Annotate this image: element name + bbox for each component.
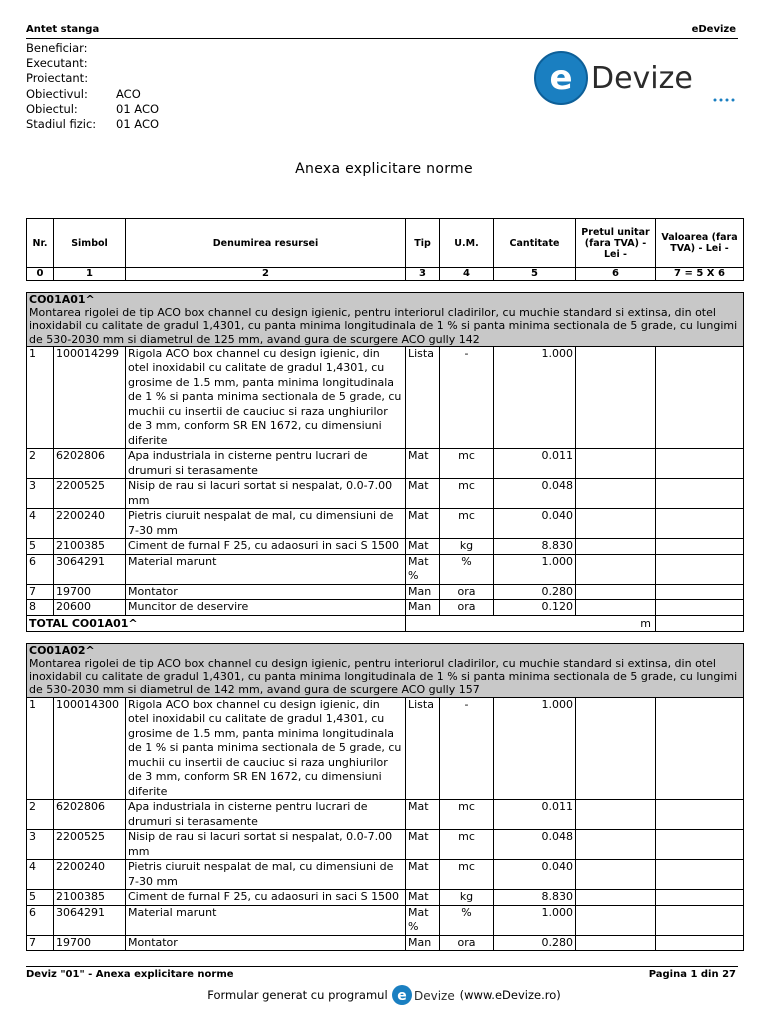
generator-logo	[392, 984, 456, 1006]
cell-pret	[576, 800, 656, 830]
cell-tip: Mat	[406, 449, 440, 479]
meta-label: Executant:	[26, 56, 88, 71]
cell-pret	[576, 509, 656, 539]
cell-um: mc	[440, 509, 494, 539]
col-cantitate: Cantitate	[494, 219, 576, 268]
cell-um: kg	[440, 539, 494, 555]
cell-cantitate: 0.040	[494, 509, 576, 539]
cell-simbol: 3064291	[54, 554, 126, 584]
cell-denumire: Pietris ciuruit nespalat de mal, cu dimensiuni de 7-30 mm	[126, 860, 406, 890]
cell-pret	[576, 346, 656, 449]
header-right: eDevize	[691, 24, 736, 35]
cell-cantitate: 0.120	[494, 600, 576, 616]
cell-denumire: Nisip de rau si lacuri sortat si nespalat, 0.0-7.00 mm	[126, 479, 406, 509]
table-row	[27, 479, 744, 509]
cell-pret	[576, 449, 656, 479]
index-cell: 6	[576, 268, 656, 281]
col-denumire: Denumirea resursei	[126, 219, 406, 268]
page-footer	[26, 966, 738, 981]
meta-row	[26, 41, 159, 56]
page-header	[26, 24, 738, 39]
cell-valoare	[656, 509, 744, 539]
cell-pret	[576, 697, 656, 800]
total-label: TOTAL CO01A01^	[27, 615, 406, 631]
cell-denumire: Ciment de furnal F 25, cu adaosuri in saci S 1500	[126, 539, 406, 555]
cell-valoare	[656, 346, 744, 449]
cell-nr: 5	[27, 890, 54, 906]
cell-valoare	[656, 449, 744, 479]
cell-um: ora	[440, 600, 494, 616]
table-row	[27, 509, 744, 539]
table-row	[27, 935, 744, 951]
cell-cantitate: 0.011	[494, 449, 576, 479]
col-tip: Tip	[406, 219, 440, 268]
cell-cantitate: 0.048	[494, 830, 576, 860]
cell-tip: Mat	[406, 479, 440, 509]
cell-valoare	[656, 697, 744, 800]
cell-um: -	[440, 697, 494, 800]
cell-nr: 8	[27, 600, 54, 616]
table-row	[27, 449, 744, 479]
logo-text: Devize	[591, 61, 693, 96]
cell-tip: Mat	[406, 509, 440, 539]
cell-denumire: Apa industriala in cisterne pentru lucrari de drumuri si terasamente	[126, 800, 406, 830]
table-row	[27, 890, 744, 906]
cell-tip: Mat	[406, 830, 440, 860]
cell-denumire: Rigola ACO box channel cu design igienic, din otel inoxidabil cu calitate de gradul 1,4301, cu grosime de 1.5 mm, panta minima longitudinala de 1 % si panta minima sectionala de 5 grade, cu muchii cu insertii de cauciuc si raza unghiurilor de 3 mm, conform SR EN 1672, cu dimensiuni diferite	[126, 346, 406, 449]
index-cell: 2	[126, 268, 406, 281]
cell-tip: Man	[406, 584, 440, 600]
cell-nr: 4	[27, 509, 54, 539]
cell-valoare	[656, 830, 744, 860]
cell-valoare	[656, 860, 744, 890]
cell-cantitate: 8.830	[494, 539, 576, 555]
cell-um: %	[440, 554, 494, 584]
cell-um: mc	[440, 449, 494, 479]
cell-pret	[576, 600, 656, 616]
edevize-logo	[531, 50, 737, 106]
page-title: Anexa explicitare norme	[295, 161, 473, 177]
section-description: Montarea rigolei de tip ACO box channel cu design igienic, pentru interiorul cladirilor, cu muchie standard si extinsa, din otel inoxidabil cu calitate de gradul 1,4301, cu panta minima longitudinala de 1 % si panta minima sectionala de 5 grade, cu lungimi de 530-2030 mm si diametrul de 125 mm, avand gura de scurgere ACO gully 142	[29, 306, 738, 346]
cell-denumire: Montator	[126, 935, 406, 951]
section-header	[27, 293, 744, 347]
svg-text:Devize: Devize	[413, 989, 455, 1003]
project-meta	[26, 41, 159, 132]
cell-cantitate: 0.048	[494, 479, 576, 509]
table-row	[27, 554, 744, 584]
table-row	[27, 800, 744, 830]
cell-nr: 2	[27, 800, 54, 830]
meta-row	[26, 87, 159, 102]
cell-valoare	[656, 905, 744, 935]
total-value	[656, 615, 744, 631]
meta-value: ACO	[116, 86, 141, 101]
cell-um: kg	[440, 890, 494, 906]
table-row	[27, 860, 744, 890]
table-index-row	[27, 268, 744, 281]
col-simbol: Simbol	[54, 219, 126, 268]
col-um: U.M.	[440, 219, 494, 268]
meta-label: Proiectant:	[26, 71, 89, 86]
meta-row	[26, 56, 159, 71]
meta-value: 01 ACO	[116, 117, 160, 132]
cell-simbol: 2100385	[54, 890, 126, 906]
table-row	[27, 584, 744, 600]
total-row	[27, 615, 744, 631]
cell-simbol: 2200240	[54, 860, 126, 890]
table-row	[27, 539, 744, 555]
cell-cantitate: 8.830	[494, 890, 576, 906]
meta-label: Stadiul fizic:	[26, 117, 97, 132]
cell-tip: Man	[406, 600, 440, 616]
cell-pret	[576, 860, 656, 890]
index-cell: 0	[27, 268, 54, 281]
table-header-row	[27, 219, 744, 268]
section-description: Montarea rigolei de tip ACO box channel cu design igienic, pentru interiorul cladirilor, cu muchie standard si extinsa, din otel inoxidabil cu calitate de gradul 1,4301, cu panta minima longitudinala de 1 % si panta minima sectionala de 5 grade, cu lungimi de 530-2030 mm si diametrul de 142 mm, avand gura de scurgere ACO gully 157	[29, 657, 738, 697]
cell-cantitate: 1.000	[494, 346, 576, 449]
cell-um: %	[440, 905, 494, 935]
cell-pret	[576, 479, 656, 509]
col-nr: Nr.	[27, 219, 54, 268]
norms-table	[26, 218, 744, 951]
cell-cantitate: 1.000	[494, 905, 576, 935]
cell-denumire: Nisip de rau si lacuri sortat si nespalat, 0.0-7.00 mm	[126, 830, 406, 860]
cell-denumire: Ciment de furnal F 25, cu adaosuri in saci S 1500	[126, 890, 406, 906]
footer-left: Deviz "01" - Anexa explicitare norme	[26, 969, 234, 980]
cell-denumire: Material marunt	[126, 554, 406, 584]
cell-pret	[576, 539, 656, 555]
page-number: Pagina 1 din 27	[648, 969, 736, 980]
cell-tip: Lista	[406, 697, 440, 800]
cell-pret	[576, 584, 656, 600]
cell-pret	[576, 935, 656, 951]
index-cell: 5	[494, 268, 576, 281]
index-cell: 4	[440, 268, 494, 281]
meta-label: Beneficiar:	[26, 41, 88, 55]
cell-simbol: 3064291	[54, 905, 126, 935]
cell-simbol: 20600	[54, 600, 126, 616]
meta-row	[26, 102, 159, 117]
cell-simbol: 100014299	[54, 346, 126, 449]
cell-valoare	[656, 554, 744, 584]
cell-pret	[576, 830, 656, 860]
cell-nr: 1	[27, 697, 54, 800]
table-row	[27, 697, 744, 800]
generator-prefix: Formular generat cu programul	[207, 988, 388, 1002]
cell-simbol: 6202806	[54, 800, 126, 830]
cell-simbol: 2100385	[54, 539, 126, 555]
generator-suffix: (www.eDevize.ro)	[459, 988, 561, 1002]
cell-denumire: Muncitor de deservire	[126, 600, 406, 616]
cell-nr: 2	[27, 449, 54, 479]
cell-nr: 5	[27, 539, 54, 555]
section-code: CO01A02^	[29, 643, 95, 657]
cell-tip: Mat	[406, 860, 440, 890]
cell-cantitate: 0.011	[494, 800, 576, 830]
cell-denumire: Apa industriala in cisterne pentru lucrari de drumuri si terasamente	[126, 449, 406, 479]
cell-valoare	[656, 935, 744, 951]
index-cell: 7 = 5 X 6	[656, 268, 744, 281]
meta-row	[26, 117, 159, 132]
cell-nr: 7	[27, 584, 54, 600]
cell-pret	[576, 905, 656, 935]
cell-denumire: Rigola ACO box channel cu design igienic, din otel inoxidabil cu calitate de gradul 1,4301, cu grosime de 1.5 mm, panta minima longitudinala de 1 % si panta minima sectionala de 5 grade, cu muchii cu insertii de cauciuc si raza unghiurilor de 3 mm, conform SR EN 1672, cu dimensiuni diferite	[126, 697, 406, 800]
cell-nr: 3	[27, 830, 54, 860]
cell-um: mc	[440, 860, 494, 890]
cell-nr: 1	[27, 346, 54, 449]
table-row	[27, 830, 744, 860]
cell-um: ora	[440, 584, 494, 600]
generator-note	[0, 984, 768, 1006]
table-row	[27, 600, 744, 616]
cell-nr: 3	[27, 479, 54, 509]
cell-simbol: 100014300	[54, 697, 126, 800]
table-row	[27, 905, 744, 935]
cell-cantitate: 0.280	[494, 584, 576, 600]
cell-valoare	[656, 584, 744, 600]
cell-simbol: 19700	[54, 584, 126, 600]
cell-valoare	[656, 539, 744, 555]
section-code: CO01A01^	[29, 293, 95, 306]
cell-cantitate: 1.000	[494, 697, 576, 800]
cell-simbol: 2200525	[54, 479, 126, 509]
meta-label: Obiectivul:	[26, 86, 88, 101]
meta-label: Obiectul:	[26, 101, 78, 116]
col-pret: Pretul unitar (fara TVA) - Lei -	[576, 219, 656, 268]
meta-row	[26, 71, 159, 86]
cell-valoare	[656, 600, 744, 616]
cell-tip: Mat %	[406, 554, 440, 584]
cell-denumire: Pietris ciuruit nespalat de mal, cu dimensiuni de 7-30 mm	[126, 509, 406, 539]
cell-tip: Mat %	[406, 905, 440, 935]
cell-cantitate: 0.280	[494, 935, 576, 951]
cell-nr: 6	[27, 554, 54, 584]
logo-letter: e	[549, 58, 573, 98]
cell-denumire: Montator	[126, 584, 406, 600]
col-valoare: Valoarea (fara TVA) - Lei -	[656, 219, 744, 268]
cell-tip: Mat	[406, 539, 440, 555]
header-left: Antet stanga	[26, 24, 100, 35]
svg-text:e: e	[396, 988, 407, 1004]
cell-valoare	[656, 800, 744, 830]
cell-um: mc	[440, 830, 494, 860]
cell-um: ora	[440, 935, 494, 951]
cell-cantitate: 0.040	[494, 860, 576, 890]
cell-simbol: 6202806	[54, 449, 126, 479]
cell-nr: 7	[27, 935, 54, 951]
cell-cantitate: 1.000	[494, 554, 576, 584]
cell-tip: Mat	[406, 800, 440, 830]
table-row	[27, 346, 744, 449]
cell-tip: Man	[406, 935, 440, 951]
cell-pret	[576, 554, 656, 584]
meta-value: 01 ACO	[116, 101, 160, 116]
total-um: m	[406, 615, 656, 631]
cell-simbol: 2200525	[54, 830, 126, 860]
cell-tip: Mat	[406, 890, 440, 906]
cell-um: mc	[440, 479, 494, 509]
cell-simbol: 2200240	[54, 509, 126, 539]
cell-um: mc	[440, 800, 494, 830]
cell-valoare	[656, 890, 744, 906]
cell-simbol: 19700	[54, 935, 126, 951]
cell-pret	[576, 890, 656, 906]
cell-um: -	[440, 346, 494, 449]
cell-valoare	[656, 479, 744, 509]
index-cell: 1	[54, 268, 126, 281]
section-header	[27, 643, 744, 697]
cell-nr: 6	[27, 905, 54, 935]
cell-tip: Lista	[406, 346, 440, 449]
cell-denumire: Material marunt	[126, 905, 406, 935]
cell-nr: 4	[27, 860, 54, 890]
index-cell: 3	[406, 268, 440, 281]
